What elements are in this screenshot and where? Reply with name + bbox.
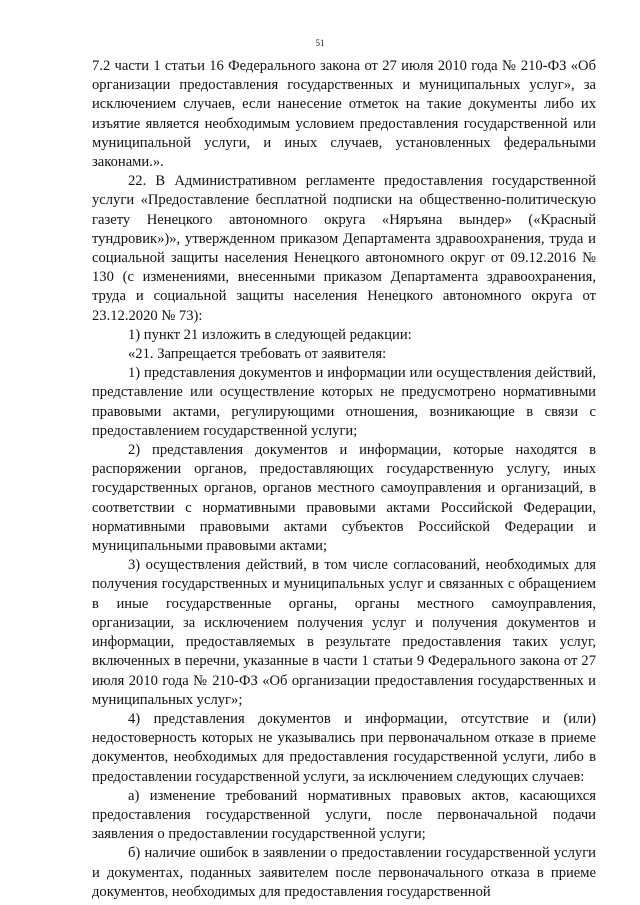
paragraph-10: б) наличие ошибок в заявлении о предоставлении государственной услуги и документах, поданных заявителем после первоначального отказа в приеме документов, необходимых для предоставления государственной bbox=[92, 845, 596, 900]
paragraph-6: 2) представления документов и информации, которые находятся в распоряжении органов, предоставляющих государственную услугу, иных государственных органов, органов местного самоуправления и организаций, в соответствии с нормативными правовыми актами Российской Федерации, нормативными правовыми актами субъектов Российской Федерации и муниципальными правовыми актами; bbox=[92, 442, 596, 555]
document-body bbox=[92, 57, 596, 902]
paragraph-8: 4) представления документов и информации, отсутствие и (или) недостоверность которых не указывались при первоначальном отказе в приеме документов, необходимых для предоставления государственной услуги, либо в предоставлении государственной услуги, за исключением следующих случаев: bbox=[92, 710, 596, 785]
page-number: 51 bbox=[315, 38, 325, 48]
paragraph-9: а) изменение требований нормативных правовых актов, касающихся предоставления государственной услуги, после первоначальной подачи заявления о предоставлении государственной услуги; bbox=[92, 787, 596, 843]
paragraph-3: 1) пункт 21 изложить в следующей редакции: bbox=[128, 326, 412, 343]
paragraph-4: «21. Запрещается требовать от заявителя: bbox=[128, 346, 387, 363]
paragraph-5: 1) представления документов и информации или осуществления действий, представление или осуществление которых не предусмотрено нормативными правовыми актами, регулирующими отношения, возникающие в связи с предоставлением государственной услуги; bbox=[92, 365, 596, 439]
paragraph-7: 3) осуществления действий, в том числе согласований, необходимых для получения государственных и муниципальных услуг и связанных с обращением в иные государственные органы, органы местного самоуправления, организации, за исключением получения услуг и получения документов и информации, предоставляемых в результате предоставления таких услуг, включенных в перечни, указанные в части 1 статьи 9 Федерального закона от 27 июля 2010 года № 210-ФЗ «Об организации предоставления государственных и муниципальных услуг»; bbox=[92, 557, 596, 708]
paragraph-2: 22. В Административном регламенте предоставления государственной услуги «Предоставление бесплатной подписки на общественно-политическую газету Ненецкого автономного округа «Няръяна вындер» («Красный тундровик»)», утвержденном приказом Департамента здравоохранения, труда и социальной защиты населения Ненецкого автономного округ от 09.12.2016 № 130 (с изменениями, внесенными приказом Департамента здравоохранения, труда и социальной защиты населения Ненецкого автономного округа от 23.12.2020 № 73): bbox=[92, 173, 596, 324]
paragraph-1: 7.2 части 1 статьи 16 Федерального закона от 27 июля 2010 года № 210-ФЗ «Об организации предоставления государственных и муниципальных услуг», за исключением случаев, если нанесение отметок на такие документы либо их изъятие является необходимым условием предоставления государственной или муниципальной услуги, и иных случаев, установленных федеральными законами.». bbox=[92, 58, 596, 171]
